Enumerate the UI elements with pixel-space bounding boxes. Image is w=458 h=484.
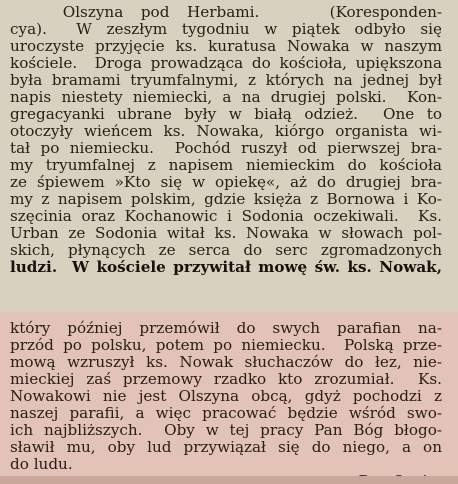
article-line: który później przemówił do swych parafian na- (10, 320, 442, 337)
article-line: Nowakowi nie jest Olszyna obcą, gdyż pochodzi z (10, 388, 442, 405)
article-line: sławił mu, oby lud przywiązał się do niego, a on (10, 439, 442, 456)
article-line: my tryumfalnej z napisem niemieckim do kościoła (10, 157, 442, 174)
article-line: tał po niemiecku. Pochód ruszył od pierwszej bra- (10, 140, 442, 157)
article-line: napis niestety niemiecki, a na drugiej polski. Kon- (10, 89, 442, 106)
article-line: skich, płynących ze serca do serc zgromadzonych (10, 242, 442, 259)
next-article-edge (0, 476, 458, 484)
article-body-bottom (10, 320, 442, 484)
article-line: Urban ze Sodonia witał ks. Nowaka w słowach pol- (10, 225, 442, 242)
article-line: uroczyste przyjęcie ks. kuratusa Nowaka w naszym (10, 38, 442, 55)
article-line: kościele. Droga prowadząca do kościoła, upiększona (10, 55, 442, 72)
article-line: naszej parafii, a więc pracować będzie wśród swo- (10, 405, 442, 422)
article-line: ludzi. W kościele przywitał mowę św. ks. Nowak, (10, 259, 442, 276)
article-line: przód po polsku, potem po niemiecku. Polską prze- (10, 337, 442, 354)
article-line: była bramami tryumfalnymi, z których na jednej był (10, 72, 442, 89)
article-line: otoczyły wieńcem ks. Nowaka, kiórgo organista wi- (10, 123, 442, 140)
article-line: ich najbliższych. Oby w tej pracy Pan Bóg błogo- (10, 422, 442, 439)
article-line: do ludu. (10, 456, 73, 473)
article-line: cya). W zeszłym tygodniu w piątek odbyło się (10, 21, 442, 38)
article-line: mową wzruszył ks. Nowak słuchaczów do łez, nie- (10, 354, 442, 371)
article-line: gregacyanki ubrane były w białą odzież. One to (10, 106, 442, 123)
article-body-top (10, 4, 442, 276)
article-line: mieckiej zaś przemowy rzadko kto zrozumiał. Ks. (10, 371, 442, 388)
article-line: my z napisem polskim, gdzie księża z Bornowa i Ko- (10, 191, 442, 208)
article-line: Olszyna pod Herbami. (Koresponden- (10, 4, 442, 21)
article-line: szęcinia oraz Kochanowic i Sodonia oczekiwali. Ks. (10, 208, 442, 225)
article-line: ze śpiewem »Kto się w opiekę«, aż do drugiej bra- (10, 174, 442, 191)
